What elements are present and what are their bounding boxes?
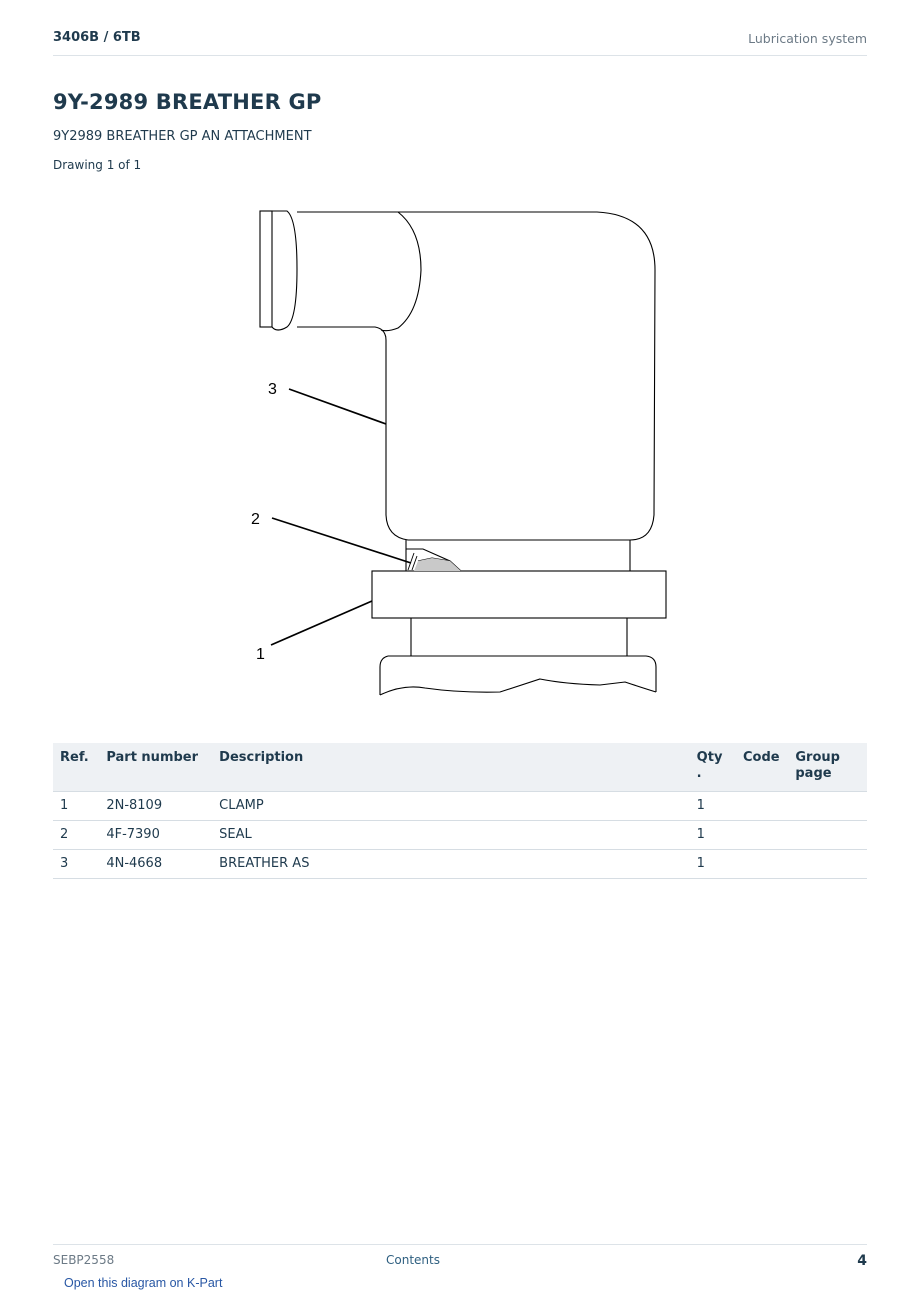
model-label: 3406B / 6TB bbox=[53, 30, 141, 45]
document-id: SEBP2558 bbox=[53, 1253, 115, 1267]
description-cell: BREATHER AS bbox=[212, 850, 690, 879]
code-cell bbox=[736, 821, 788, 850]
column-header-description: Description bbox=[212, 743, 690, 792]
description-cell: SEAL bbox=[212, 821, 690, 850]
callout-2: 2 bbox=[251, 511, 260, 528]
part-number-cell: 4N-4668 bbox=[99, 850, 212, 879]
group-page-cell bbox=[788, 821, 867, 850]
qty-cell: 1 bbox=[690, 850, 736, 879]
page-footer bbox=[53, 1244, 867, 1275]
table-row bbox=[53, 821, 867, 850]
open-in-kpart-link[interactable]: Open this diagram on K-Part bbox=[64, 1276, 223, 1290]
qty-cell: 1 bbox=[690, 821, 736, 850]
code-cell bbox=[736, 850, 788, 879]
parts-diagram bbox=[240, 195, 680, 705]
system-label: Lubrication system bbox=[748, 31, 867, 46]
column-header-group-page: Group page bbox=[788, 743, 867, 792]
group-page-cell bbox=[788, 850, 867, 879]
column-header-qty: Qty . bbox=[690, 743, 736, 792]
page-title: 9Y-2989 BREATHER GP bbox=[53, 90, 322, 114]
table-row bbox=[53, 850, 867, 879]
page-number: 4 bbox=[857, 1253, 867, 1269]
table-header-row bbox=[53, 743, 867, 792]
code-cell bbox=[736, 792, 788, 821]
page-subtitle: 9Y2989 BREATHER GP AN ATTACHMENT bbox=[53, 129, 312, 144]
column-header-part-number: Part number bbox=[99, 743, 212, 792]
ref-cell: 2 bbox=[53, 821, 99, 850]
column-header-code: Code bbox=[736, 743, 788, 792]
qty-cell: 1 bbox=[690, 792, 736, 821]
description-cell: CLAMP bbox=[212, 792, 690, 821]
group-page-cell bbox=[788, 792, 867, 821]
ref-cell: 3 bbox=[53, 850, 99, 879]
page-header bbox=[53, 28, 867, 56]
column-header-ref: Ref. bbox=[53, 743, 99, 792]
parts-table bbox=[53, 743, 867, 879]
breather-drawing bbox=[240, 195, 680, 705]
part-number-cell: 2N-8109 bbox=[99, 792, 212, 821]
contents-link[interactable]: Contents bbox=[386, 1253, 440, 1267]
ref-cell: 1 bbox=[53, 792, 99, 821]
callout-3: 3 bbox=[268, 381, 277, 398]
callout-1: 1 bbox=[256, 646, 265, 663]
table-row bbox=[53, 792, 867, 821]
part-number-cell: 4F-7390 bbox=[99, 821, 212, 850]
drawing-count: Drawing 1 of 1 bbox=[53, 158, 142, 172]
